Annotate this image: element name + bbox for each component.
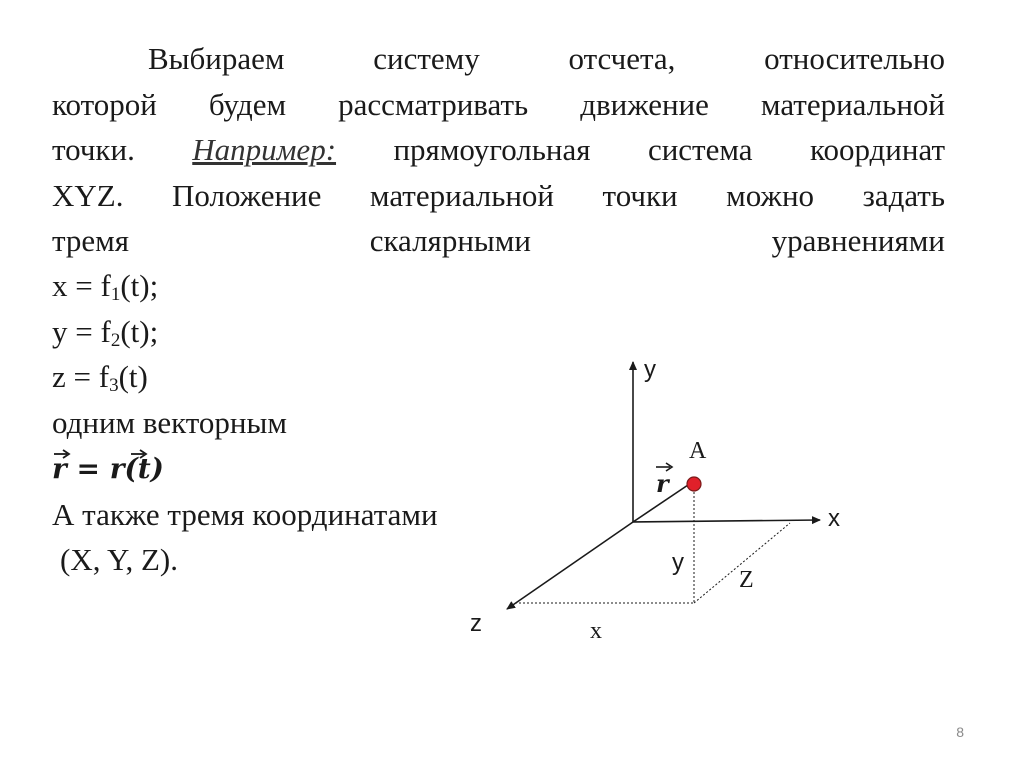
vector-label-r: r <box>656 469 669 498</box>
paragraph-fragment: прямоугольная система координат <box>393 132 945 167</box>
paragraph-line: Выбираем системy отсчета, относительно <box>148 41 945 76</box>
equation-lhs: y = f <box>52 313 111 349</box>
paragraph-fragment: точки. <box>52 132 135 167</box>
equation-subscript: 2 <box>110 329 121 351</box>
x-axis <box>633 520 820 522</box>
segment-label-y: y <box>672 549 684 576</box>
equation-rhs: (t); <box>120 313 159 349</box>
paragraph-line: которой будем рассматривать движение материальной <box>52 86 945 122</box>
equation-lhs: z = f <box>52 359 110 394</box>
coordinates-list: (X, Y, Z). <box>60 542 178 577</box>
equation-rhs: (t) <box>118 359 148 394</box>
example-word: Например: <box>192 132 337 167</box>
axis-label-x: x <box>828 505 840 532</box>
vector-equation: r = r(t) <box>52 452 164 485</box>
segment-label-z: Z <box>739 567 754 593</box>
equation-subscript: 1 <box>110 284 121 305</box>
point-a <box>687 477 701 491</box>
paragraph-line: тремя скалярными уравнениями <box>52 223 945 258</box>
segment-label-x: x <box>590 618 602 644</box>
equation-rhs: (t); <box>120 268 159 303</box>
point-label-a: A <box>689 438 707 464</box>
paragraph-line: XYZ. Положение материальной точки можно задать <box>52 177 945 213</box>
axis-label-y: y <box>644 356 656 383</box>
vector-caption: одним векторным <box>52 404 287 440</box>
z-axis <box>507 522 633 609</box>
axis-label-z: z <box>470 610 482 637</box>
equation-lhs: x = f <box>52 268 111 303</box>
page-number: 8 <box>956 724 964 740</box>
equation-subscript: 3 <box>109 375 119 396</box>
also-coordinates-text: А также тремя координатами <box>52 496 438 532</box>
